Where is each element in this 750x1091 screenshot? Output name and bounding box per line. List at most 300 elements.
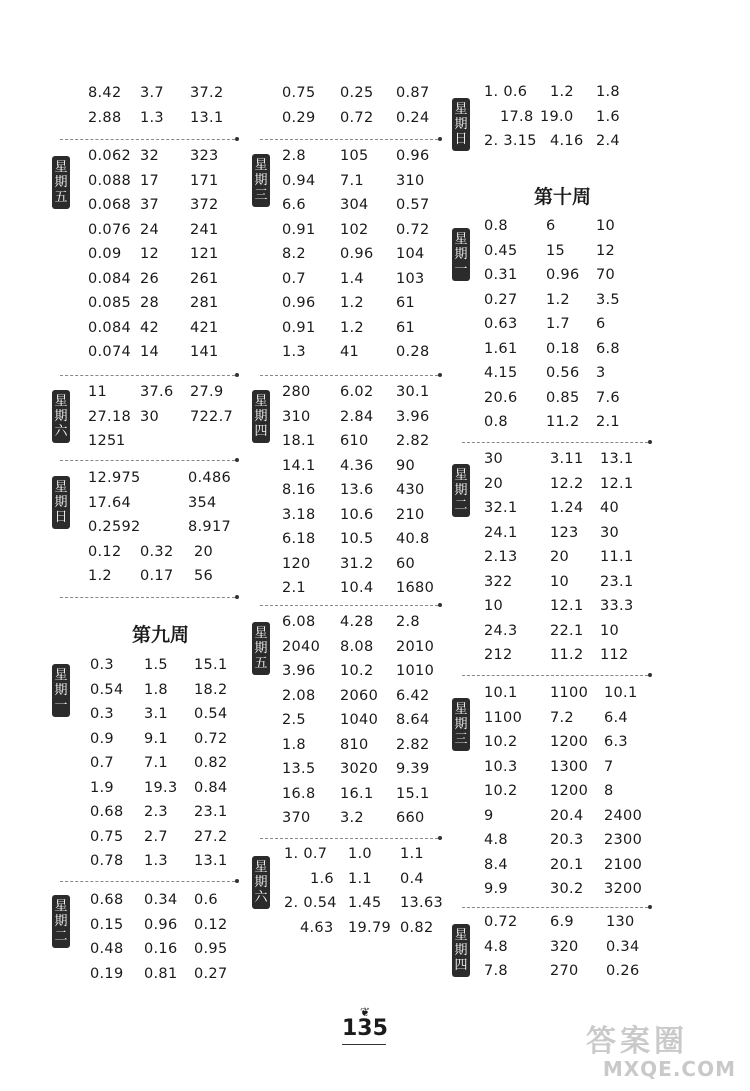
day-label-char: 期 bbox=[54, 409, 68, 424]
answer: 2.3 bbox=[144, 804, 168, 820]
table-row bbox=[88, 519, 248, 544]
answer: 1.9 bbox=[90, 779, 114, 796]
answer: 2.82 bbox=[396, 736, 430, 753]
table-row bbox=[88, 85, 248, 110]
answer: 0.54 bbox=[194, 706, 228, 722]
answer: 41 bbox=[340, 344, 360, 360]
answer: 10 bbox=[596, 218, 616, 234]
table-row bbox=[90, 966, 250, 991]
answer: 12 bbox=[596, 242, 616, 259]
answer: 0.4 bbox=[400, 870, 424, 887]
answer: 1.3 bbox=[144, 853, 168, 869]
answer: 0.75 bbox=[282, 85, 316, 101]
table-row bbox=[282, 295, 452, 320]
answer: 104 bbox=[396, 246, 425, 262]
answer: 1.6 bbox=[596, 108, 620, 125]
answer: 6 bbox=[596, 316, 606, 332]
answer: 171 bbox=[190, 172, 219, 189]
day-label-char: 星 bbox=[254, 158, 268, 173]
day-label-char: 期 bbox=[254, 409, 268, 424]
section-divider bbox=[462, 442, 648, 443]
day-block-mon bbox=[90, 657, 250, 878]
answer: 0.8 bbox=[484, 218, 508, 234]
page-number: 135 bbox=[342, 1014, 386, 1045]
answer: 1.2 bbox=[546, 291, 570, 308]
answer: 10.4 bbox=[340, 580, 374, 596]
answer: 1.2 bbox=[340, 319, 364, 336]
answer: 2. 3.15 bbox=[484, 133, 537, 149]
table-row bbox=[88, 568, 248, 593]
answer: 0.81 bbox=[144, 965, 178, 982]
answer: 1.1 bbox=[348, 870, 372, 887]
table-row bbox=[484, 963, 684, 988]
day-label-char: 星 bbox=[54, 668, 68, 683]
answer: 0.084 bbox=[88, 319, 132, 336]
table-row bbox=[88, 197, 248, 222]
day-block-sat bbox=[284, 846, 454, 944]
answer: 610 bbox=[340, 433, 369, 449]
day-label-char: 三 bbox=[454, 732, 468, 747]
answer: 310 bbox=[282, 408, 311, 425]
table-row bbox=[88, 148, 248, 173]
table-row bbox=[282, 639, 452, 664]
day-label-char: 四 bbox=[254, 424, 268, 439]
answer: 10.3 bbox=[484, 758, 518, 775]
answer: 37.6 bbox=[140, 384, 174, 400]
table-row bbox=[282, 148, 452, 173]
answer: 8.917 bbox=[188, 519, 232, 535]
watermark bbox=[586, 1026, 736, 1084]
answer: 10.5 bbox=[340, 531, 374, 547]
answer: 37 bbox=[140, 197, 160, 213]
answer: 0.12 bbox=[88, 543, 122, 560]
answer: 241 bbox=[190, 221, 219, 238]
table-row bbox=[90, 892, 250, 917]
day-tab-mon bbox=[52, 664, 70, 717]
table-row bbox=[88, 344, 248, 369]
answer: 10.1 bbox=[484, 685, 518, 701]
table-row bbox=[90, 682, 250, 707]
section-divider bbox=[60, 139, 235, 140]
answer: 0.82 bbox=[400, 919, 434, 936]
day-tab-sat bbox=[252, 856, 270, 909]
table-row bbox=[282, 85, 452, 110]
watermark-top: 答案圈 bbox=[586, 1024, 688, 1059]
table-row bbox=[284, 895, 454, 920]
answer: 10 bbox=[484, 598, 504, 614]
answer: 3.96 bbox=[282, 663, 316, 679]
table-row bbox=[88, 173, 248, 198]
table-row bbox=[484, 84, 684, 109]
answer: 121 bbox=[190, 246, 219, 262]
table-row bbox=[484, 390, 684, 415]
answer: 6.3 bbox=[604, 734, 628, 750]
answer: 2.1 bbox=[596, 414, 620, 430]
answer: 90 bbox=[396, 457, 416, 474]
answer: 1100 bbox=[550, 685, 589, 701]
answer: 0.17 bbox=[140, 568, 174, 584]
answer: 0.72 bbox=[396, 221, 430, 238]
answer: 1. 0.7 bbox=[284, 846, 328, 862]
day-tab-thu bbox=[452, 924, 470, 977]
answer: 372 bbox=[190, 197, 219, 213]
answer: 3.96 bbox=[396, 408, 430, 425]
answer: 10.2 bbox=[484, 783, 518, 799]
table-row bbox=[90, 829, 250, 854]
day-label-char: 三 bbox=[254, 188, 268, 203]
answer: 20.1 bbox=[550, 856, 584, 873]
answer: 40 bbox=[600, 500, 620, 516]
answer: 4.15 bbox=[484, 365, 518, 381]
answer: 12.1 bbox=[550, 598, 584, 614]
answer: 0.28 bbox=[396, 344, 430, 360]
answer: 0.94 bbox=[282, 172, 316, 189]
table-row bbox=[484, 685, 684, 710]
answer: 2.1 bbox=[282, 580, 306, 596]
table-row bbox=[90, 731, 250, 756]
answer: 3.2 bbox=[340, 810, 364, 826]
day-block-sun bbox=[88, 470, 248, 593]
answer: 16.8 bbox=[282, 785, 316, 802]
answer: 0.78 bbox=[90, 853, 124, 869]
day-label-char: 四 bbox=[454, 958, 468, 973]
table-row bbox=[282, 688, 452, 713]
day-label-char: 一 bbox=[54, 698, 68, 713]
answer: 0.34 bbox=[144, 892, 178, 908]
answer: 11.2 bbox=[546, 414, 580, 430]
answer: 304 bbox=[340, 197, 369, 213]
day-label-char: 二 bbox=[54, 929, 68, 944]
table-row bbox=[282, 556, 452, 581]
answer: 8.16 bbox=[282, 482, 316, 498]
answer: 27.18 bbox=[88, 408, 132, 425]
table-row bbox=[90, 917, 250, 942]
answer: 1.1 bbox=[400, 846, 424, 862]
table-row bbox=[90, 941, 250, 966]
table-row bbox=[282, 580, 452, 605]
table-row bbox=[282, 761, 452, 786]
table-row bbox=[484, 759, 684, 784]
answer: 0.87 bbox=[396, 85, 430, 101]
answer: 0.96 bbox=[340, 246, 374, 262]
answer: 23.1 bbox=[600, 573, 634, 590]
answer: 0.72 bbox=[340, 109, 374, 126]
day-label-char: 星 bbox=[54, 394, 68, 409]
answer: 281 bbox=[190, 295, 219, 311]
answer: 421 bbox=[190, 319, 219, 336]
answer: 1.61 bbox=[484, 340, 518, 357]
answer: 2.4 bbox=[596, 133, 620, 149]
answer: 4.36 bbox=[340, 457, 374, 474]
table-row bbox=[484, 857, 684, 882]
answer: 0.27 bbox=[194, 965, 228, 982]
answer: 1300 bbox=[550, 758, 589, 775]
answer: 40.8 bbox=[396, 531, 430, 547]
day-label-char: 星 bbox=[454, 102, 468, 117]
answer: 3200 bbox=[604, 881, 643, 897]
table-row bbox=[284, 920, 454, 945]
day-tab-fri bbox=[52, 156, 70, 209]
answer: 0.72 bbox=[484, 914, 518, 930]
section-divider bbox=[260, 375, 438, 376]
table-row bbox=[90, 706, 250, 731]
answer: 3.5 bbox=[596, 291, 620, 308]
answer: 4.28 bbox=[340, 614, 374, 630]
answer: 1.4 bbox=[340, 270, 364, 287]
table-row bbox=[88, 409, 248, 434]
answer: 141 bbox=[190, 344, 219, 360]
day-label-char: 二 bbox=[454, 498, 468, 513]
answer: 20 bbox=[194, 543, 214, 560]
section-divider bbox=[462, 907, 648, 908]
week-9-heading: 第九周 bbox=[132, 624, 190, 646]
answer: 3.11 bbox=[550, 451, 584, 467]
answer: 1040 bbox=[340, 712, 379, 728]
answer: 0.12 bbox=[194, 916, 228, 933]
table-row bbox=[484, 881, 684, 906]
answer: 0.25 bbox=[340, 85, 374, 101]
day-tab-sun bbox=[52, 476, 70, 529]
answer: 32.1 bbox=[484, 500, 518, 516]
table-row bbox=[282, 712, 452, 737]
answer: 10.6 bbox=[340, 506, 374, 523]
answer: 0.6 bbox=[194, 892, 218, 908]
answer: 6.6 bbox=[282, 197, 306, 213]
day-tab-tue bbox=[52, 895, 70, 948]
table-row bbox=[282, 531, 452, 556]
answer: 2.8 bbox=[282, 148, 306, 164]
answer: 810 bbox=[340, 736, 369, 753]
answer: 7.1 bbox=[340, 172, 364, 189]
answer: 0.2592 bbox=[88, 519, 141, 535]
answer: 8.4 bbox=[484, 856, 508, 873]
answer: 2.08 bbox=[282, 687, 316, 704]
day-block-tue bbox=[90, 892, 250, 990]
answer: 32 bbox=[140, 148, 160, 164]
day-block-wed bbox=[282, 148, 452, 369]
table-row bbox=[88, 295, 248, 320]
answer: 37.2 bbox=[190, 85, 224, 101]
answer: 2010 bbox=[396, 638, 435, 655]
answer: 0.24 bbox=[396, 109, 430, 126]
answer: 33.3 bbox=[600, 598, 634, 614]
answer: 8 bbox=[604, 783, 614, 799]
answer: 10.2 bbox=[340, 663, 374, 679]
answer: 0.57 bbox=[396, 197, 430, 213]
answer: 280 bbox=[282, 384, 311, 400]
answer: 120 bbox=[282, 555, 311, 572]
table-row bbox=[484, 525, 684, 550]
day-block-mon bbox=[484, 218, 684, 439]
answer: 13.6 bbox=[340, 482, 374, 498]
answer: 30.2 bbox=[550, 881, 584, 897]
table-row bbox=[90, 853, 250, 878]
answer: 1.7 bbox=[546, 316, 570, 332]
answer: 105 bbox=[340, 148, 369, 164]
answer: 20 bbox=[484, 475, 504, 492]
answer: 2100 bbox=[604, 856, 643, 873]
table-row bbox=[484, 623, 684, 648]
table-row bbox=[484, 133, 684, 158]
table-row bbox=[90, 804, 250, 829]
day-label-char: 期 bbox=[54, 683, 68, 698]
answer: 660 bbox=[396, 810, 425, 826]
answer: 8.64 bbox=[396, 712, 430, 728]
answer: 1200 bbox=[550, 734, 589, 750]
answer: 27.2 bbox=[194, 828, 228, 845]
answer: 19.79 bbox=[348, 919, 392, 936]
answer: 10.1 bbox=[604, 685, 638, 701]
day-label-char: 星 bbox=[454, 928, 468, 943]
answer: 1.24 bbox=[550, 500, 584, 516]
day-label-char: 六 bbox=[254, 890, 268, 905]
answer: 1680 bbox=[396, 580, 435, 596]
table-row bbox=[484, 647, 684, 672]
day-tab-thu bbox=[252, 390, 270, 443]
day-tab-sat bbox=[52, 390, 70, 443]
table-row bbox=[282, 173, 452, 198]
answer: 19.0 bbox=[540, 108, 574, 125]
day-block-fri bbox=[282, 614, 452, 835]
day-label-char: 一 bbox=[454, 262, 468, 277]
answer: 1.8 bbox=[144, 681, 168, 698]
answer: 8.42 bbox=[88, 85, 122, 101]
table-row bbox=[282, 737, 452, 762]
day-label-char: 期 bbox=[54, 914, 68, 929]
table-row bbox=[90, 755, 250, 780]
section-divider bbox=[260, 838, 438, 839]
answer: 2.13 bbox=[484, 549, 518, 565]
answer: 0.7 bbox=[282, 270, 306, 287]
answer: 0.96 bbox=[144, 916, 178, 933]
answer: 0.91 bbox=[282, 319, 316, 336]
answer: 23.1 bbox=[194, 804, 228, 820]
leaf-ornament-icon: ❦ bbox=[360, 1005, 371, 1019]
section-divider bbox=[260, 139, 438, 140]
answer: 24.3 bbox=[484, 622, 518, 639]
table-row bbox=[282, 320, 452, 345]
day-tab-fri bbox=[252, 622, 270, 675]
day-block-tue bbox=[484, 451, 684, 672]
answer: 6.08 bbox=[282, 614, 316, 630]
table-row bbox=[88, 384, 248, 409]
answer: 123 bbox=[550, 524, 579, 541]
table-row bbox=[90, 657, 250, 682]
answer: 3.18 bbox=[282, 506, 316, 523]
answer: 0.72 bbox=[194, 730, 228, 747]
day-block-fri bbox=[88, 148, 248, 369]
answer: 10.2 bbox=[484, 734, 518, 750]
answer: 103 bbox=[396, 270, 425, 287]
answer: 8.2 bbox=[282, 246, 306, 262]
section-divider bbox=[60, 597, 235, 598]
answer: 0.82 bbox=[194, 755, 228, 771]
answer: 261 bbox=[190, 270, 219, 287]
day-label-char: 期 bbox=[54, 175, 68, 190]
answer: 13.5 bbox=[282, 761, 316, 777]
answer: 9.39 bbox=[396, 761, 430, 777]
answer: 70 bbox=[596, 267, 616, 283]
table-row bbox=[282, 810, 452, 835]
answer: 0.91 bbox=[282, 221, 316, 238]
table-row bbox=[484, 218, 684, 243]
table-row bbox=[282, 409, 452, 434]
answer: 30 bbox=[600, 524, 620, 541]
table-row bbox=[484, 476, 684, 501]
watermark-bottom: MXQE.COM bbox=[602, 1057, 736, 1081]
day-tab-tue bbox=[452, 464, 470, 517]
answer: 0.068 bbox=[88, 197, 132, 213]
answer: 4.16 bbox=[550, 133, 584, 149]
answer: 1.3 bbox=[140, 109, 164, 126]
table-row bbox=[282, 482, 452, 507]
answer: 1010 bbox=[396, 663, 435, 679]
table-row bbox=[484, 710, 684, 735]
answer: 1.3 bbox=[282, 344, 306, 360]
table-row bbox=[282, 197, 452, 222]
day-label-char: 五 bbox=[254, 656, 268, 671]
answer: 0.29 bbox=[282, 109, 316, 126]
answer: 0.34 bbox=[606, 938, 640, 955]
answer: 102 bbox=[340, 221, 369, 238]
answer: 12.975 bbox=[88, 470, 141, 486]
answer: 0.3 bbox=[90, 657, 114, 673]
answer: 0.96 bbox=[396, 148, 430, 164]
answer: 30 bbox=[484, 451, 504, 467]
answer: 12.1 bbox=[600, 475, 634, 492]
answer: 27.9 bbox=[190, 384, 224, 400]
answer: 0.63 bbox=[484, 316, 518, 332]
answer: 1.0 bbox=[348, 846, 372, 862]
answer: 0.085 bbox=[88, 295, 132, 311]
answer: 17 bbox=[140, 172, 160, 189]
answer: 20.3 bbox=[550, 832, 584, 848]
answer: 0.32 bbox=[140, 543, 174, 560]
answer: 11.2 bbox=[550, 647, 584, 663]
answer: 1.8 bbox=[282, 736, 306, 753]
answer: 31.2 bbox=[340, 555, 374, 572]
answer: 6.02 bbox=[340, 384, 374, 400]
day-label-char: 星 bbox=[54, 480, 68, 495]
table-row bbox=[484, 341, 684, 366]
table-row bbox=[484, 598, 684, 623]
answer: 0.31 bbox=[484, 267, 518, 283]
answer: 11.1 bbox=[600, 549, 634, 565]
table-row bbox=[284, 846, 454, 871]
answer: 2400 bbox=[604, 807, 643, 824]
day-tab-sun bbox=[452, 98, 470, 151]
table-row bbox=[484, 574, 684, 599]
answer: 2.82 bbox=[396, 433, 430, 449]
day-tab-mon bbox=[452, 228, 470, 281]
answer: 722.7 bbox=[190, 408, 234, 425]
table-row bbox=[88, 110, 248, 135]
table-row bbox=[484, 783, 684, 808]
table-row bbox=[88, 470, 248, 495]
answer: 0.26 bbox=[606, 963, 640, 979]
answer: 20.4 bbox=[550, 807, 584, 824]
answer: 13.1 bbox=[600, 451, 634, 467]
answer: 3 bbox=[596, 365, 606, 381]
section-divider bbox=[60, 881, 235, 882]
answer: 20.6 bbox=[484, 389, 518, 406]
answer: 270 bbox=[550, 963, 579, 979]
answer: 210 bbox=[396, 506, 425, 523]
answer: 8.08 bbox=[340, 638, 374, 655]
answer: 1.45 bbox=[348, 895, 382, 911]
answer: 0.95 bbox=[194, 941, 228, 957]
answer: 6.18 bbox=[282, 531, 316, 547]
